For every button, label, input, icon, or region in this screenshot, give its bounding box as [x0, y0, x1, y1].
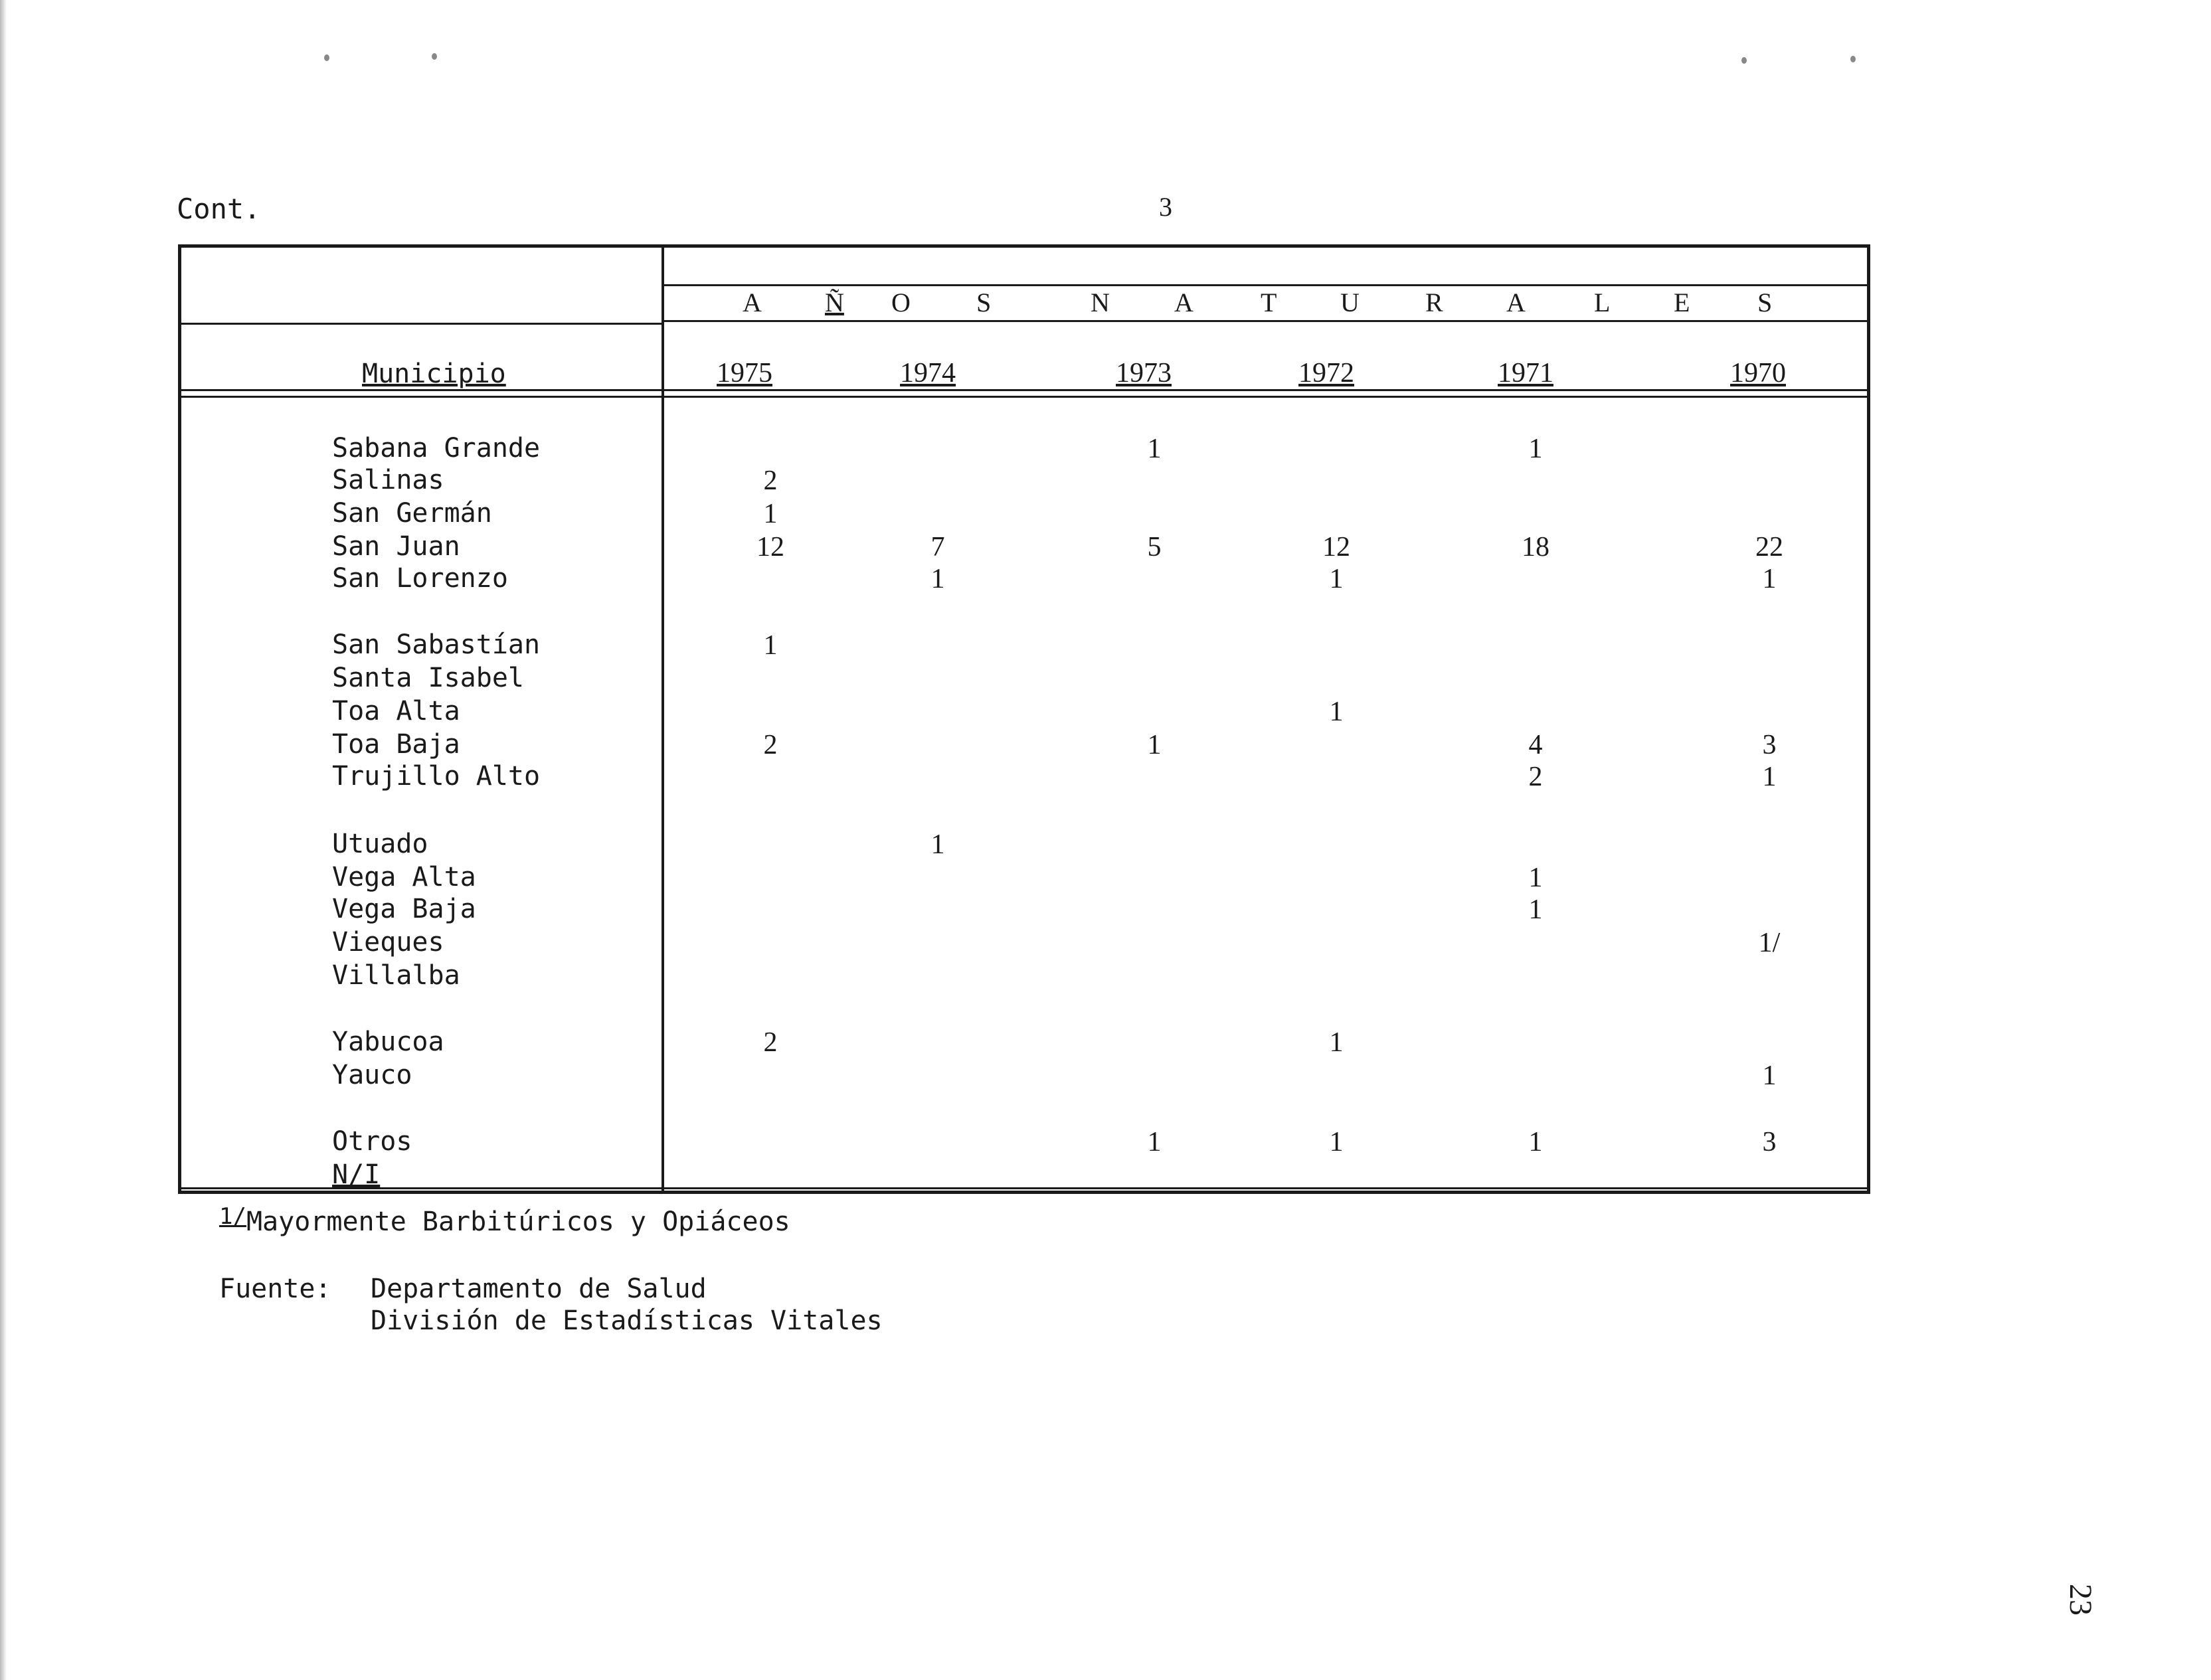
anos-letter: A — [1174, 288, 1194, 317]
anos-letter: R — [1425, 288, 1443, 317]
municipio-name: Vieques — [332, 927, 444, 958]
municipio-name: San Sabastían — [332, 630, 541, 660]
anos-letter: E — [1674, 288, 1690, 317]
table-cell: 22 — [1755, 532, 1783, 562]
municipio-name: Vega Alta — [332, 862, 476, 892]
table-cell: 2 — [1528, 762, 1543, 792]
table-cell: 1 — [1762, 1060, 1777, 1091]
page-edge-shadow — [0, 0, 7, 1680]
table-cell: 1 — [1147, 1127, 1162, 1157]
municipio-name: San Lorenzo — [332, 563, 508, 594]
municipio-name: Villalba — [332, 960, 460, 991]
table-cell: 5 — [1147, 532, 1162, 562]
table-cell: 1 — [1147, 730, 1162, 760]
table-cell: 1 — [930, 829, 945, 860]
anos-letter: L — [1594, 288, 1611, 317]
footnote-mark: 1/ — [219, 1203, 246, 1230]
municipio-name: Toa Baja — [332, 729, 460, 760]
municipio-name: San Juan — [332, 531, 460, 562]
table-cell: 1 — [1329, 1127, 1344, 1157]
table-cell: 1 — [1762, 762, 1777, 792]
municipio-name: N/I — [332, 1159, 381, 1190]
table-cell: 4 — [1528, 730, 1543, 760]
table-cell: 18 — [1522, 532, 1549, 562]
source-line: División de Estadísticas Vitales — [371, 1305, 883, 1336]
table-cell: 2 — [763, 730, 778, 760]
table-cell: 2 — [763, 465, 778, 496]
sheet-sequence-number: 3 — [1159, 192, 1172, 222]
source-line: Departamento de Salud — [371, 1274, 707, 1304]
table-cell: 1 — [1762, 564, 1777, 594]
anos-letter: S — [976, 288, 992, 317]
table-cell: 2 — [763, 1027, 778, 1058]
year-header-1971: 1971 — [1498, 358, 1553, 388]
anos-letter: O — [891, 288, 911, 317]
table-cell: 1 — [930, 564, 945, 594]
table-cell: 1/ — [1758, 928, 1781, 958]
municipio-column-header: Municipio — [362, 359, 506, 389]
table-cell: 1 — [1528, 1127, 1543, 1157]
footnote — [219, 1203, 790, 1237]
source-label: Fuente: — [219, 1274, 331, 1304]
municipio-name: Santa Isabel — [332, 663, 524, 693]
page-number: 23 — [2063, 1584, 2098, 1616]
anos-letter: N — [1091, 288, 1110, 317]
municipio-name: Trujillo Alto — [332, 761, 541, 792]
municipio-name: Salinas — [332, 465, 444, 495]
municipio-name: Toa Alta — [332, 696, 460, 726]
year-header-1970: 1970 — [1730, 358, 1786, 388]
table-cell: 3 — [1762, 730, 1777, 760]
table-cell: 1 — [763, 630, 778, 661]
table-cell: 1 — [1528, 863, 1543, 893]
table-cell: 12 — [1322, 532, 1350, 562]
table-cell: 1 — [763, 499, 778, 529]
table-cell: 1 — [1329, 697, 1344, 727]
anos-letter: T — [1261, 288, 1277, 317]
table-cell: 7 — [930, 532, 945, 562]
municipio-name: Sabana Grande — [332, 433, 541, 463]
year-header-1974: 1974 — [900, 358, 956, 388]
year-header-1972: 1972 — [1298, 358, 1354, 388]
anos-letter: S — [1757, 288, 1773, 317]
table-cell: 3 — [1762, 1127, 1777, 1157]
municipio-name: Vega Baja — [332, 894, 476, 924]
table-bottom-rule — [181, 1187, 1869, 1189]
anos-rule-top — [663, 284, 1869, 286]
table-cell: 1 — [1329, 564, 1344, 594]
table-cell: 1 — [1147, 434, 1162, 464]
table-cell: 12 — [756, 532, 784, 562]
table-cell: 1 — [1329, 1027, 1344, 1058]
year-header-1973: 1973 — [1116, 358, 1172, 388]
table-cell: 1 — [1528, 894, 1543, 925]
municipio-name: Otros — [332, 1126, 412, 1157]
municipio-name: Utuado — [332, 829, 428, 859]
header-left-rule — [181, 323, 663, 325]
continuation-label: Cont. — [177, 193, 261, 225]
anos-rule-bottom — [663, 320, 1869, 322]
table-cell: 1 — [1528, 434, 1543, 464]
year-header-1975: 1975 — [717, 358, 772, 388]
header-rule-1 — [181, 389, 1869, 391]
anos-letter: Ñ — [825, 288, 844, 317]
header-rule-2 — [181, 396, 1869, 398]
municipio-name: Yabucoa — [332, 1027, 444, 1057]
municipio-name: Yauco — [332, 1060, 412, 1090]
anos-letter: A — [743, 288, 762, 317]
footnote-text: Mayormente Barbitúricos y Opiáceos — [246, 1207, 790, 1237]
municipio-name: San Germán — [332, 498, 492, 529]
anos-letter: U — [1340, 288, 1360, 317]
anos-letter: A — [1506, 288, 1526, 317]
